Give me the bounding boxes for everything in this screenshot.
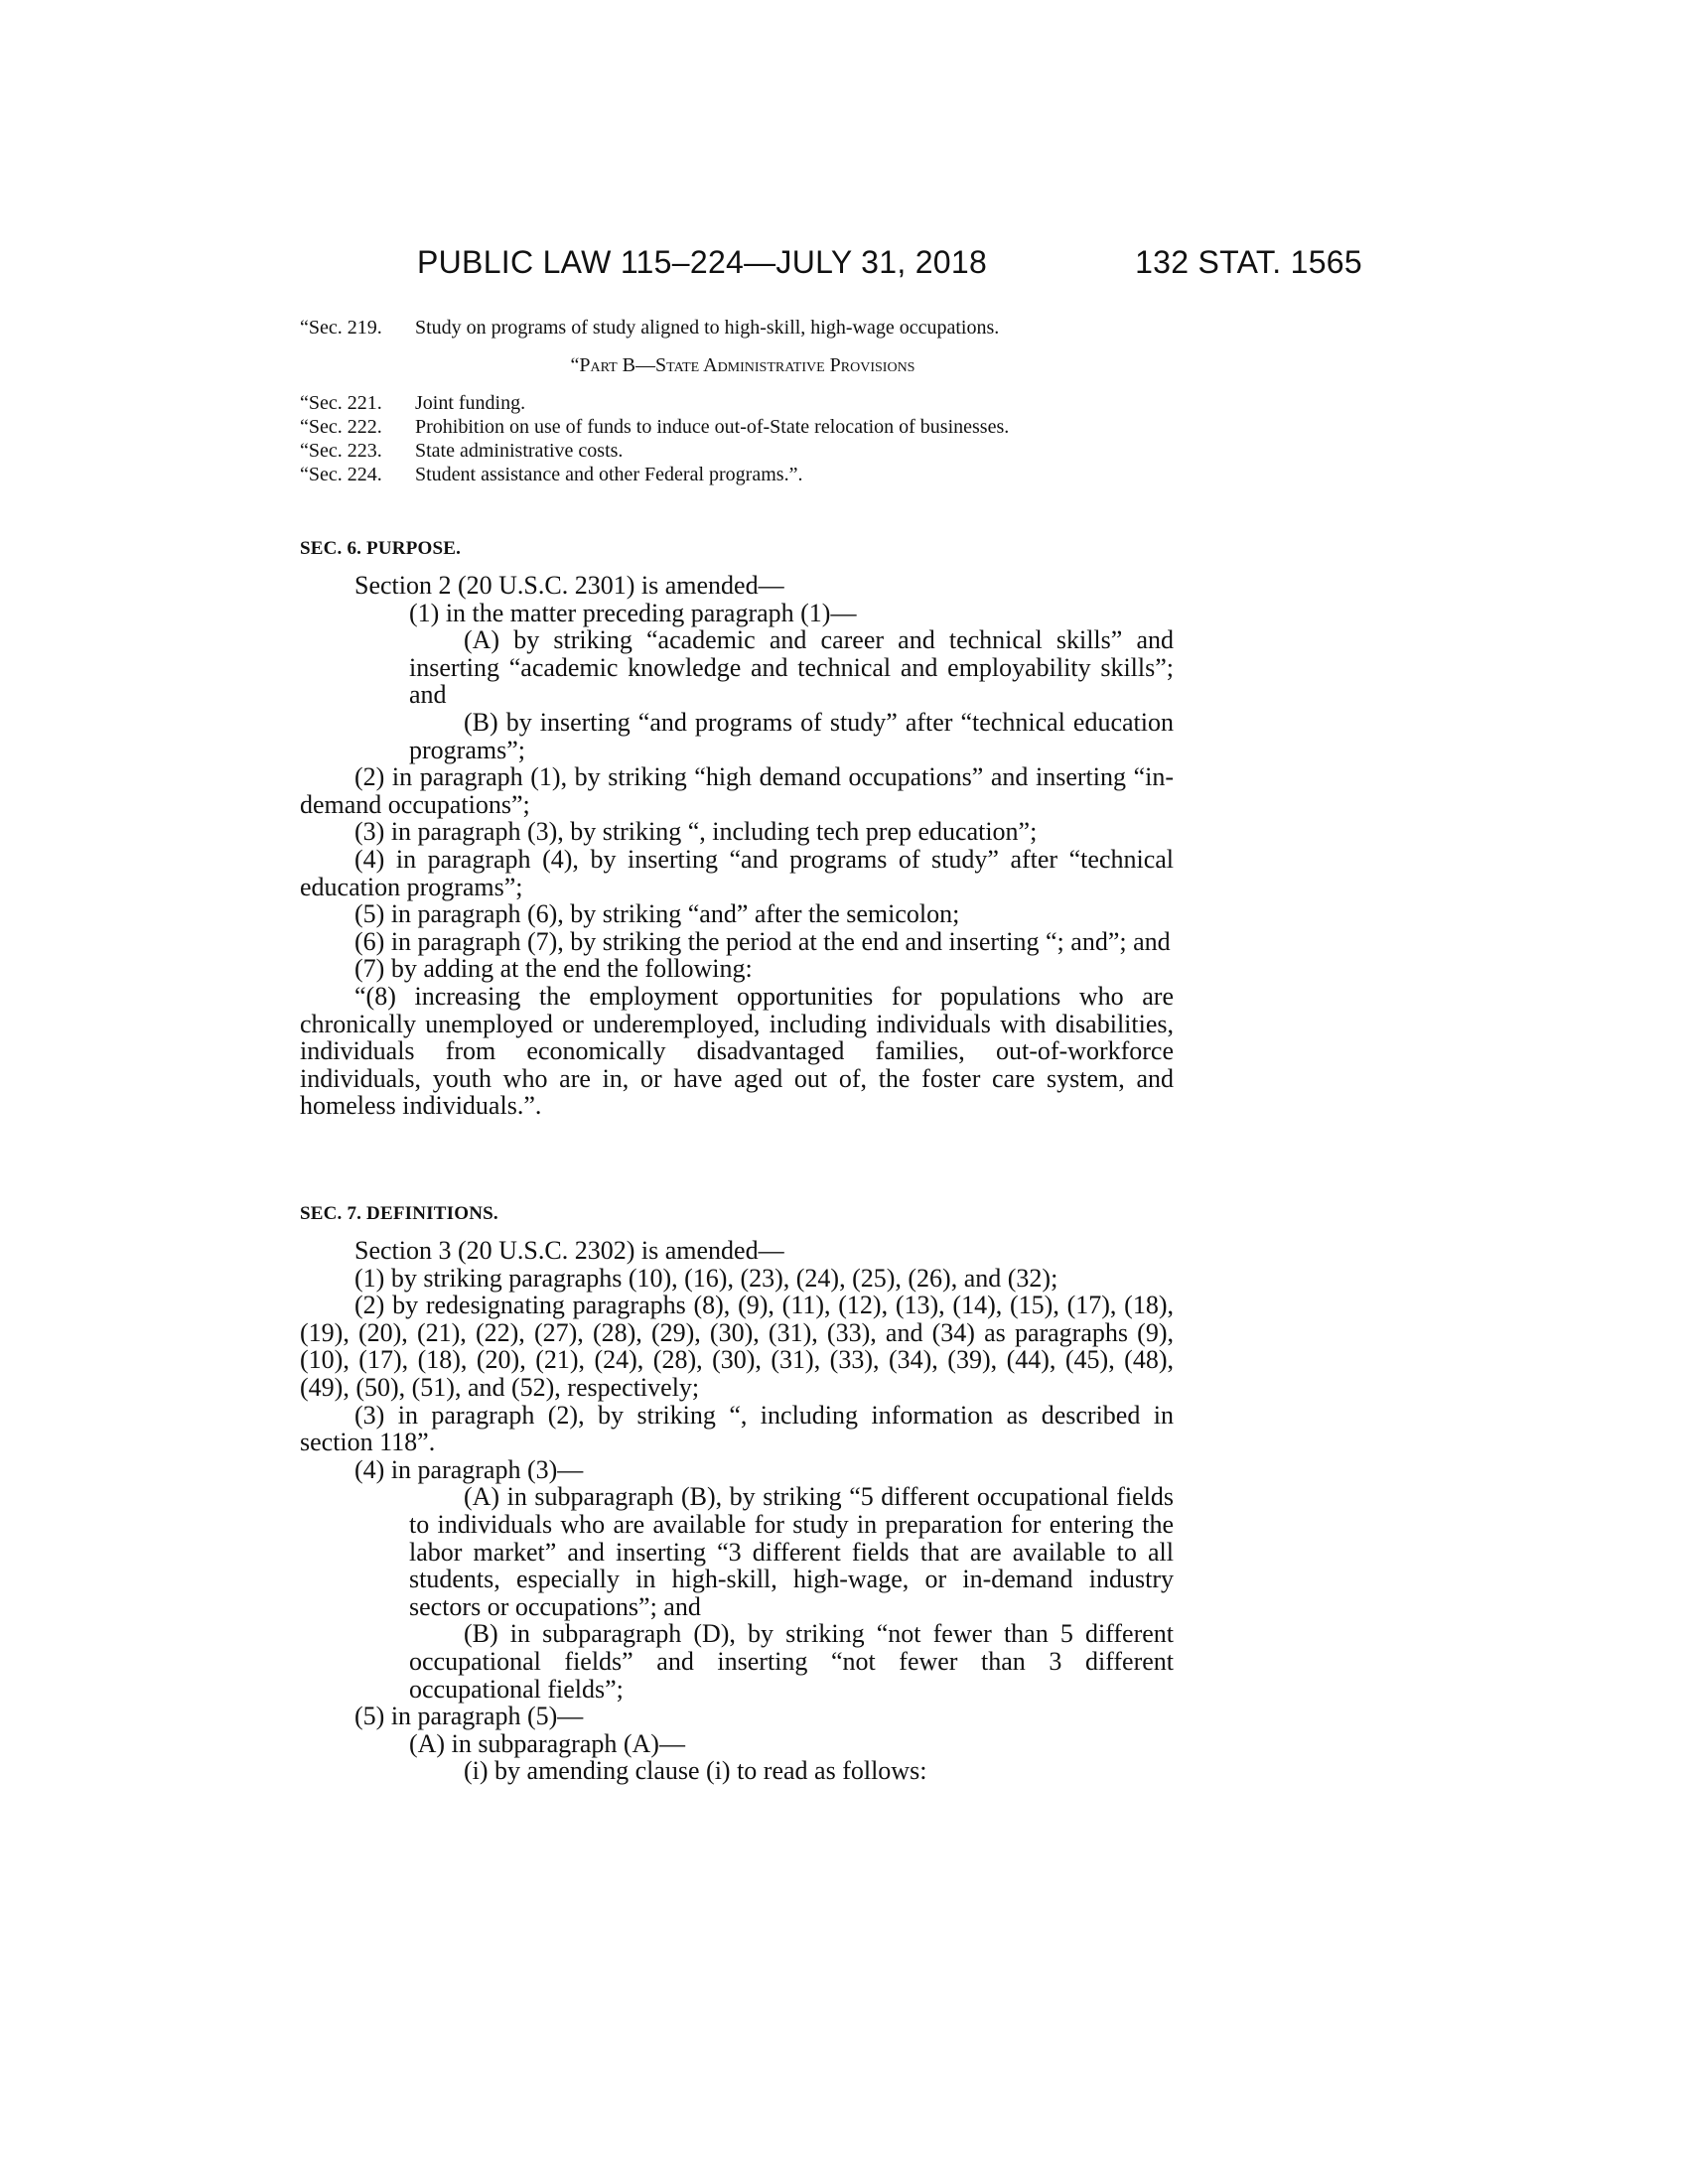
paragraph-7: (7) by adding at the end the following: xyxy=(354,954,753,984)
toc-entry xyxy=(300,439,1174,463)
subparagraph-1A: (A) by striking “academic and career and technical skills” and inserting “academic knowledge and technical and employability skills”; and xyxy=(409,625,1174,710)
paragraph-4: (4) in paragraph (4), by inserting “and programs of study” after “technical education programs”; xyxy=(300,844,1174,901)
running-head xyxy=(300,244,1362,288)
toc-section-title: State administrative costs. xyxy=(415,440,624,462)
toc-section-number: “Sec. 223. xyxy=(300,440,382,462)
paragraph-5: (5) in paragraph (6), by striking “and” after the semicolon; xyxy=(354,899,960,929)
paragraph-6: (6) in paragraph (7), by striking the period at the end and inserting “; and”; and xyxy=(354,926,1171,956)
section-7-heading: SEC. 7. DEFINITIONS. xyxy=(300,1203,498,1224)
stat-page-number: 132 STAT. 1565 xyxy=(1135,244,1362,280)
subparagraph-1B: (B) by inserting “and programs of study” after “technical education programs”; xyxy=(409,707,1174,764)
clause-5Ai: (i) by amending clause (i) to read as follows: xyxy=(464,1756,927,1786)
subparagraph-4A: (A) in subparagraph (B), by striking “5 different occupational fields to individuals who are available for study in preparation for entering the labor market” and inserting “3 different fields that are available to all students, especially in high-skill, high-wage, or in-demand industry sectors or occupations”; and xyxy=(409,1482,1174,1621)
subparagraph-4B: (B) in subparagraph (D), by striking “not fewer than 5 different occupational fields” and inserting “not fewer than 3 different occupational fields”; xyxy=(409,1619,1174,1704)
toc-entry xyxy=(300,316,1174,340)
toc-part-heading xyxy=(312,353,1174,377)
section-7-intro: Section 3 (20 U.S.C. 2302) is amended— xyxy=(354,1236,784,1265)
section-6-body xyxy=(300,572,1174,1120)
paragraph-3: (3) in paragraph (3), by striking “, including tech prep education”; xyxy=(354,817,1038,847)
paragraph-2: (2) in paragraph (1), by striking “high demand occupations” and inserting “in-demand occupations”; xyxy=(300,762,1174,819)
toc-entry xyxy=(300,391,1174,415)
paragraph-4: (4) in paragraph (3)— xyxy=(354,1454,584,1484)
toc-section-title: Joint funding. xyxy=(415,392,526,414)
toc-entry xyxy=(300,463,1174,486)
toc-section-number: “Sec. 221. xyxy=(300,392,382,414)
section-6-intro: Section 2 (20 U.S.C. 2301) is amended— xyxy=(354,571,784,600)
paragraph-2: (2) by redesignating paragraphs (8), (9), (11), (12), (13), (14), (15), (17), (18), (19), (20), (21), (22), (27), (28), (29), (30), (31), (33), and (34) as paragraphs (9), (10), (17), (18), (20), (21), (24), (28), (30), (31), (33), (34), (39), (44), (45), (48), (49), (50), (51), and (52), respectively; xyxy=(300,1291,1174,1402)
section-6-heading: SEC. 6. PURPOSE. xyxy=(300,538,462,559)
part-heading-label: Part B—State Administrative Provisions xyxy=(579,354,915,376)
paragraph-1: (1) in the matter preceding paragraph (1)— xyxy=(409,598,857,627)
law-title: PUBLIC LAW 115–224—JULY 31, 2018 xyxy=(417,244,988,280)
subparagraph-5A: (A) in subparagraph (A)— xyxy=(409,1728,685,1758)
paragraph-8-quoted: “(8) increasing the employment opportunities for populations who are chronically unemployed or underemployed, including individuals with disabilities, individuals from economically disadvantaged families, out-of-workforce individuals, youth who are in, or have aged out of, the foster care system, and homeless individuals.”. xyxy=(300,981,1174,1121)
paragraph-3: (3) in paragraph (2), by striking “, including information as described in section 118”. xyxy=(300,1400,1174,1457)
toc-section-title: Student assistance and other Federal programs.”. xyxy=(415,464,803,485)
paragraph-1: (1) by striking paragraphs (10), (16), (23), (24), (25), (26), and (32); xyxy=(354,1263,1058,1293)
paragraph-5: (5) in paragraph (5)— xyxy=(354,1702,584,1731)
toc-section-number: “Sec. 219. xyxy=(300,317,382,339)
toc-section-title: Study on programs of study aligned to high-skill, high-wage occupations. xyxy=(415,317,1000,339)
toc-entry xyxy=(300,415,1174,439)
section-7-body xyxy=(300,1237,1174,1785)
toc-section-number: “Sec. 222. xyxy=(300,416,382,438)
toc-section-number: “Sec. 224. xyxy=(300,464,382,485)
part-heading-quote: “ xyxy=(570,354,580,376)
table-of-contents xyxy=(300,316,1174,486)
toc-section-title: Prohibition on use of funds to induce out-of-State relocation of businesses. xyxy=(415,416,1010,438)
